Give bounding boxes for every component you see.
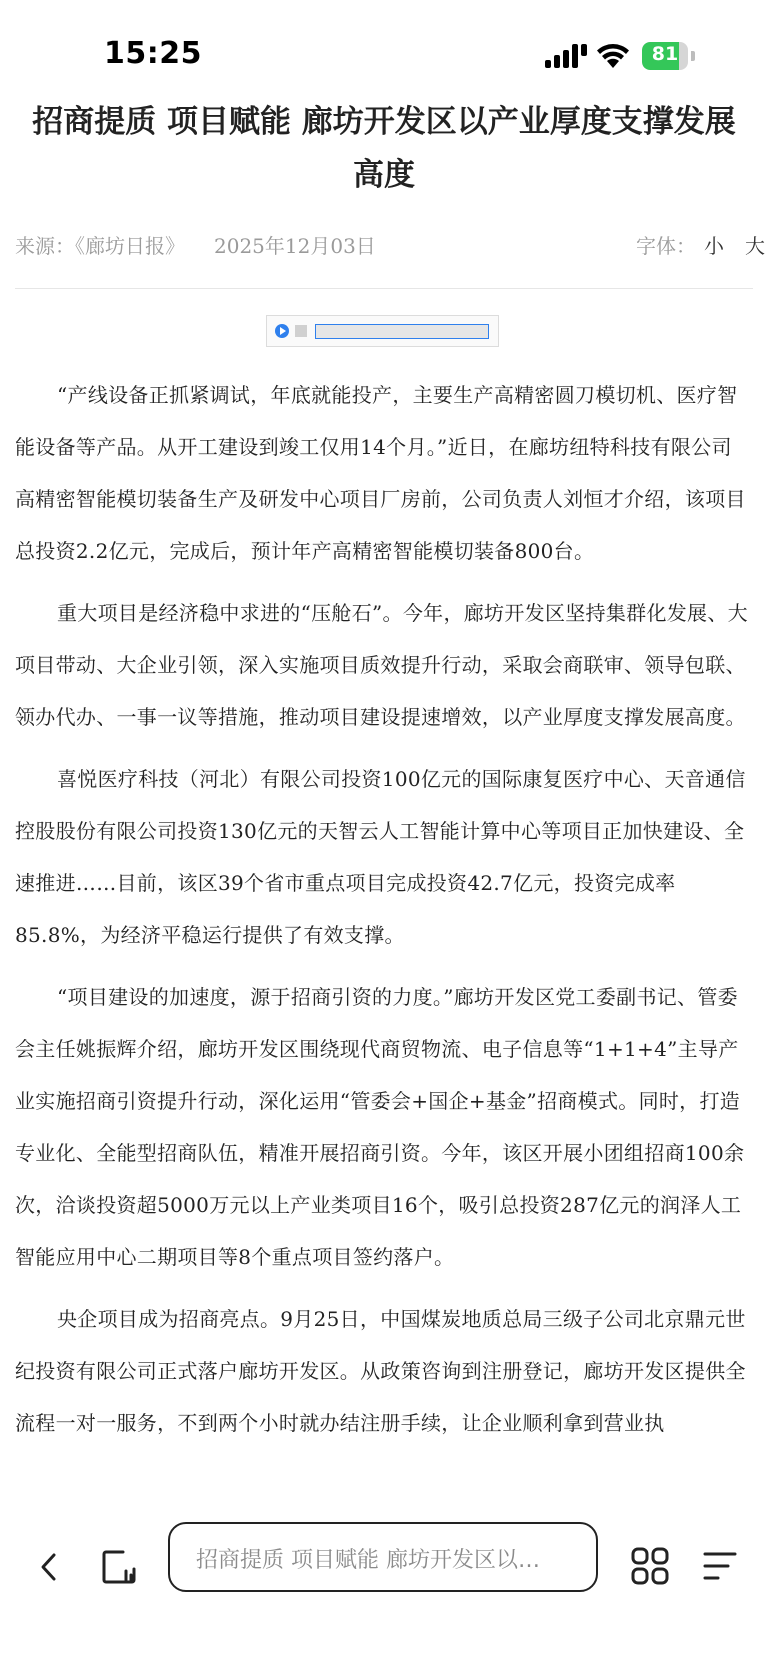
address-bar[interactable] — [168, 1522, 598, 1592]
divider — [15, 288, 753, 289]
battery-percent: 81 — [651, 43, 679, 65]
article-paragraph: 央企项目成为招商亮点。9月25日，中国煤炭地质总局三级子公司北京鼎元世纪投资有限公司正式落户廊坊开发区。从政策咨询到注册登记，廊坊开发区提供全流程一对一服务，不到两个小时就办结注册手续，让企业顺利拿到营业执 — [15, 1307, 746, 1435]
article-paragraph: “产线设备正抓紧调试，年底就能投产，主要生产高精密圆刀模切机、医疗智能设备等产品。从开工建设到竣工仅用14个月。”近日，在廊坊纽特科技有限公司高精密智能模切装备生产及研发中心项目厂房前，公司负责人刘恒才介绍，该项目总投资2.2亿元，完成后，预计年产高精密智能模切装备800台。 — [15, 383, 746, 563]
status-bar — [0, 0, 768, 92]
article-meta — [15, 230, 765, 262]
font-large-button[interactable]: 大 — [745, 234, 765, 258]
article-paragraph: “项目建设的加速度，源于招商引资的力度。”廊坊开发区党工委副书记、管委会主任姚振辉介绍，廊坊开发区围绕现代商贸物流、电子信息等“1+1+4”主导产业实施招商引资提升行动，深化运用“管委会+国企+基金”招商模式。同时，打造专业化、全能型招商队伍，精准开展招商引资。今年，该区开展小团组招商100余次，洽谈投资超5000万元以上产业类项目16个，吸引总投资287亿元的润泽人工智能应用中心二期项目等8个重点项目签约落户。 — [15, 985, 745, 1269]
audio-player — [266, 315, 499, 347]
stop-icon[interactable] — [295, 325, 307, 337]
battery-body — [642, 42, 688, 70]
tabs-icon[interactable] — [101, 1549, 137, 1585]
cellular-signal-icon — [545, 44, 589, 68]
audio-progress-track[interactable] — [315, 324, 489, 339]
status-time: 15:25 — [104, 36, 202, 71]
article-body — [15, 369, 750, 1459]
apps-grid-icon[interactable] — [631, 1547, 669, 1585]
article-paragraph: 重大项目是经济稳中求进的“压舱石”。今年，廊坊开发区坚持集群化发展、大项目带动、大企业引领，深入实施项目质效提升行动，采取会商联审、领导包联、领办代办、一事一议等措施，推动项目建设提速增效，以产业厚度支撑发展高度。 — [15, 601, 748, 729]
menu-icon[interactable] — [703, 1551, 737, 1581]
wifi-icon — [596, 42, 630, 68]
article-paragraph: 喜悦医疗科技（河北）有限公司投资100亿元的国际康复医疗中心、天音通信控股股份有限公司投资130亿元的天智云人工智能计算中心等项目正加快建设、全速推进……目前，该区39个省市重点项目完成投资42.7亿元，投资完成率85.8%，为经济平稳运行提供了有效支撑。 — [15, 767, 746, 947]
article-title: 招商提质 项目赋能 廊坊开发区以产业厚度支撑发展高度 — [32, 104, 736, 193]
font-size-label: 字体： — [636, 234, 696, 258]
battery-tip — [691, 51, 695, 61]
browser-toolbar — [0, 1500, 768, 1669]
font-small-button[interactable]: 小 — [704, 234, 724, 258]
article-source[interactable]: 来源：《廊坊日报》 — [15, 234, 185, 258]
chevron-left-icon[interactable] — [38, 1552, 60, 1582]
article-date: 2025年12月03日 — [214, 234, 376, 258]
battery-indicator — [642, 42, 696, 70]
play-icon[interactable] — [275, 324, 289, 338]
address-bar-text: 招商提质 项目赋能 廊坊开发区以… — [196, 1548, 540, 1573]
